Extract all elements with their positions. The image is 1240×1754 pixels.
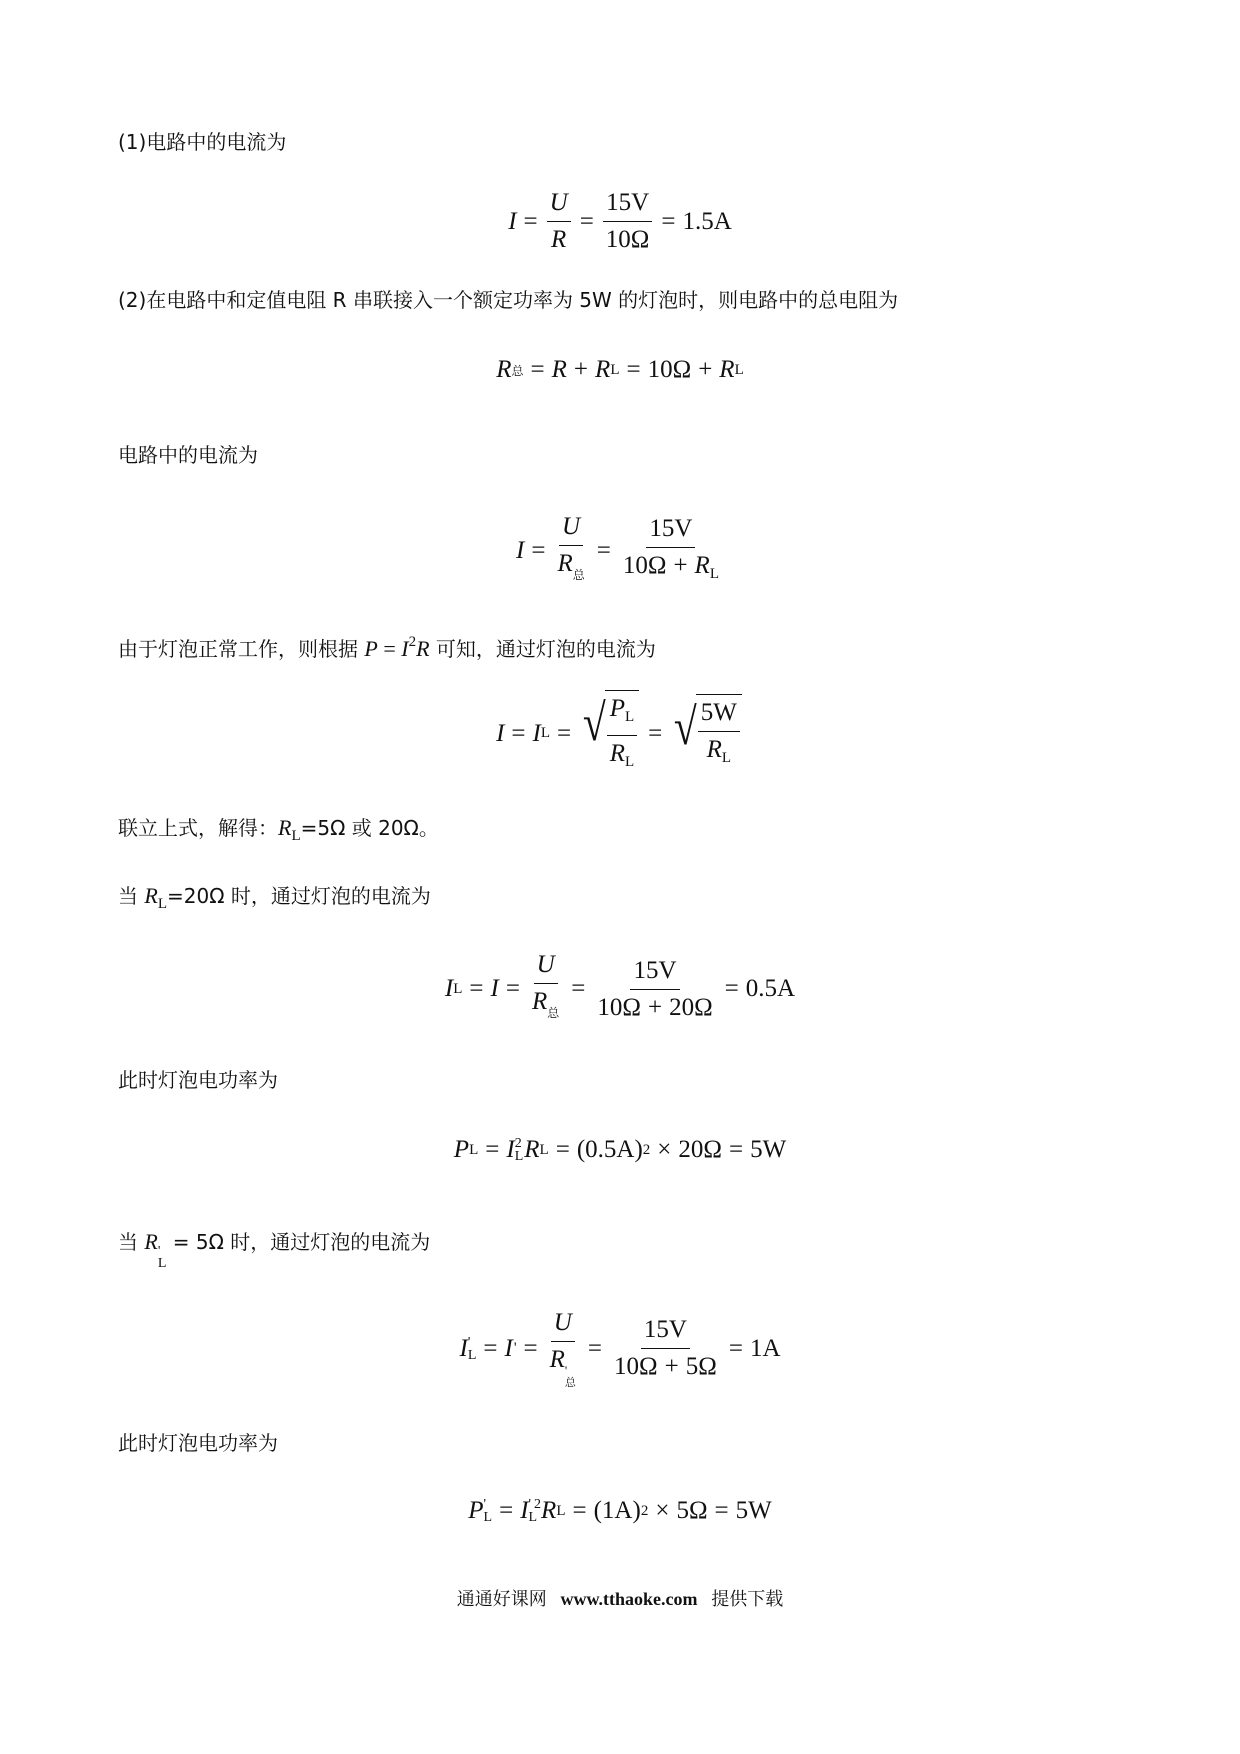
sup-2: 2 (408, 634, 417, 650)
sup-2: 2 (642, 1141, 651, 1158)
sym-R: R (541, 1497, 557, 1524)
sub-L: L (540, 725, 551, 741)
equation-3 (0, 512, 1240, 590)
sym-R: R (549, 1346, 565, 1373)
op-eq: = (531, 537, 546, 564)
sub-L: L (528, 1510, 538, 1525)
sub-L: L (514, 1149, 524, 1164)
text-current-intro: (1)电路中的电流为 (118, 130, 287, 154)
prime-mark: ' (483, 1497, 487, 1512)
sub-L: L (624, 754, 635, 770)
equation-7 (0, 1308, 1240, 1389)
sym-I: I (506, 1136, 515, 1163)
prime-mark: ' (564, 1363, 568, 1378)
op-eq: = (483, 1334, 498, 1362)
op-eq: = (523, 1334, 538, 1362)
op-times: × (655, 1497, 670, 1524)
sym-P: P (364, 636, 378, 661)
sym-U: U (559, 512, 583, 546)
value-20ohm: 20Ω (678, 1136, 722, 1163)
text-series-intro: (2)在电路中和定值电阻 R 串联接入一个额定功率为 5W 的灯泡时，则电路中的总电阻为 (118, 288, 899, 312)
op-eq: = (728, 1136, 744, 1163)
sym-R: R (719, 356, 735, 383)
sub-zong: 总 (547, 1006, 560, 1020)
sub-L: L (624, 709, 635, 725)
op-eq: = (383, 636, 396, 661)
op-plus: + (673, 551, 688, 579)
op-eq: = (557, 719, 572, 747)
paragraph-2 (118, 286, 898, 314)
op-eq: = (511, 719, 526, 747)
sym-U: U (551, 1308, 575, 1342)
sym-I: I (401, 636, 409, 661)
text-current-intro-2: 电路中的电流为 (118, 443, 258, 467)
sym-R: R (694, 551, 710, 579)
prime-mark: ' (467, 1334, 471, 1350)
sub-L: L (734, 361, 744, 378)
op-eq: = (728, 1334, 743, 1362)
op-eq: = (596, 537, 611, 564)
sup-2: 2 (514, 1136, 522, 1151)
paragraph-7 (118, 1066, 278, 1094)
sub-L: L (467, 1347, 477, 1363)
sym-R: R (144, 1229, 158, 1254)
value-10ohm: 10Ω (597, 993, 641, 1021)
radical-sign: √ (674, 699, 697, 756)
sub-L: L (469, 1141, 479, 1158)
radical-sign: √ (582, 695, 606, 752)
sym-I: I (516, 537, 525, 564)
op-eq: = (485, 1136, 500, 1163)
value-10ohm: 10Ω (614, 1353, 658, 1380)
value-15V: 15V (603, 188, 652, 222)
sym-R: R (551, 226, 567, 253)
paragraph-9 (118, 1429, 278, 1457)
op-eq: = (661, 207, 676, 235)
sym-R: R (595, 356, 611, 383)
fraction-U-Rzong (554, 512, 587, 590)
sub-L: L (721, 750, 732, 766)
text-p4a: 由于灯泡正常工作，则根据 (118, 637, 358, 661)
text-p5b: =5Ω 或 20Ω。 (300, 816, 439, 840)
prime-mark: ' (157, 1244, 161, 1259)
op-eq: = (626, 356, 641, 383)
op-eq: = (530, 356, 545, 383)
sub-L: L (556, 1502, 566, 1519)
sqrt-PL-RL (580, 690, 639, 777)
sup-2: 2 (640, 1502, 649, 1519)
text-p4b: 可知，通过灯泡的电流为 (435, 637, 656, 661)
paragraph-5 (118, 814, 439, 850)
value-5W: 5W (698, 698, 740, 732)
op-eq: = (724, 975, 739, 1002)
equation-8 (0, 1497, 1240, 1525)
sym-R: R (144, 883, 158, 908)
sym-R: R (496, 356, 512, 383)
text-p8a: 当 (118, 1230, 138, 1254)
sym-I: I (520, 1497, 529, 1524)
equation-2 (0, 356, 1240, 384)
sym-P: P (468, 1497, 484, 1524)
inline-formula-P-I2R (364, 636, 429, 661)
op-plus: + (647, 993, 663, 1021)
sub-L: L (709, 565, 719, 582)
value-1A-paren: (1A) (593, 1497, 641, 1524)
paragraph-8 (118, 1228, 430, 1270)
footer-url[interactable]: www.tthaoke.com (560, 1589, 698, 1609)
paragraph-3 (118, 441, 258, 469)
equation-5 (0, 950, 1240, 1028)
sym-U: U (547, 188, 571, 222)
sup-2: 2 (534, 1497, 542, 1512)
text-p6a: 当 (118, 884, 138, 908)
sym-R: R (416, 636, 430, 661)
op-plus: + (573, 356, 589, 383)
op-eq: = (571, 975, 586, 1002)
value-5ohm: 5Ω (676, 1497, 708, 1524)
op-plus: + (698, 356, 713, 383)
prime-mark: ' (513, 1340, 517, 1356)
op-eq: = (714, 1497, 729, 1524)
sub-zong: 总 (564, 1376, 576, 1389)
equation-6 (0, 1136, 1240, 1164)
value-5W: 5W (750, 1136, 787, 1163)
text-p6b: =20Ω 时，通过灯泡的电流为 (166, 884, 431, 908)
page-footer (0, 1585, 1240, 1611)
op-eq: = (587, 1334, 603, 1362)
paragraph-1 (118, 128, 286, 156)
sub-L: L (291, 828, 301, 844)
op-eq: = (523, 207, 538, 235)
equation-1 (0, 188, 1240, 255)
op-times: × (657, 1136, 672, 1163)
sym-R: R (524, 1136, 540, 1163)
sym-I: I (490, 975, 499, 1002)
footer-site-name: 通通好课网 (456, 1589, 547, 1610)
sym-I: I (459, 1334, 468, 1362)
sym-P: P (609, 695, 625, 722)
sym-R: R (706, 736, 722, 763)
text-p5a: 联立上式，解得： (118, 816, 278, 840)
sym-R: R (609, 740, 625, 767)
value-1A: 1A (749, 1334, 781, 1362)
sqrt-5W-RL (671, 694, 742, 773)
value-5ohm: 5Ω (685, 1353, 717, 1380)
prime-mark: ' (528, 1497, 532, 1512)
sym-P: P (453, 1136, 470, 1163)
sub-L: L (157, 1256, 167, 1271)
fraction-15V-sum (620, 514, 722, 589)
sym-I: I (496, 719, 505, 747)
sub-L: L (483, 1510, 493, 1525)
paragraph-4 (118, 628, 656, 663)
sym-I: I (532, 719, 541, 747)
sym-I: I (508, 207, 517, 235)
sub-L: L (610, 361, 620, 378)
value-0.5A: 0.5A (745, 975, 796, 1002)
sub-L: L (453, 980, 463, 997)
op-plus: + (664, 1353, 679, 1380)
sym-I: I (444, 975, 454, 1002)
op-eq: = (555, 1136, 570, 1163)
op-eq: = (572, 1497, 587, 1524)
value-15V: 15V (641, 1315, 690, 1349)
text-p8b: = 5Ω 时，通过灯泡的电流为 (172, 1230, 431, 1254)
footer-suffix: 提供下载 (711, 1589, 784, 1610)
sym-R: R (551, 356, 567, 383)
paragraph-6 (118, 882, 431, 918)
sym-R: R (278, 815, 292, 840)
sub-zong: 总 (572, 568, 585, 582)
sym-I: I (504, 1334, 513, 1362)
value-1.5A: 1.5A (682, 207, 732, 235)
text-power-intro: 此时灯泡电功率为 (118, 1068, 278, 1092)
value-15V: 15V (630, 956, 679, 990)
sym-R: R (557, 550, 573, 577)
op-eq: = (469, 975, 484, 1002)
value-5W: 5W (735, 1497, 772, 1524)
value-15V: 15V (646, 514, 695, 548)
fraction-U-R (547, 188, 571, 255)
op-eq: = (505, 975, 520, 1002)
value-10ohm: 10Ω (605, 226, 650, 253)
sub-L: L (157, 896, 167, 912)
fraction-15V-10ohm (603, 188, 653, 255)
equation-4 (0, 690, 1240, 777)
value-10ohm: 10Ω (647, 356, 692, 383)
op-eq: = (579, 207, 594, 235)
op-eq: = (499, 1497, 514, 1524)
text-power-intro-2: 此时灯泡电功率为 (118, 1431, 278, 1455)
value-20ohm: 20Ω (669, 993, 713, 1021)
sub-L: L (539, 1141, 549, 1158)
sym-R: R (531, 988, 548, 1015)
sub-zong: 总 (511, 363, 524, 378)
sym-U: U (534, 950, 558, 984)
value-0.5A-paren: (0.5A) (576, 1136, 643, 1163)
op-eq: = (648, 719, 663, 747)
value-10ohm: 10Ω (622, 551, 667, 579)
